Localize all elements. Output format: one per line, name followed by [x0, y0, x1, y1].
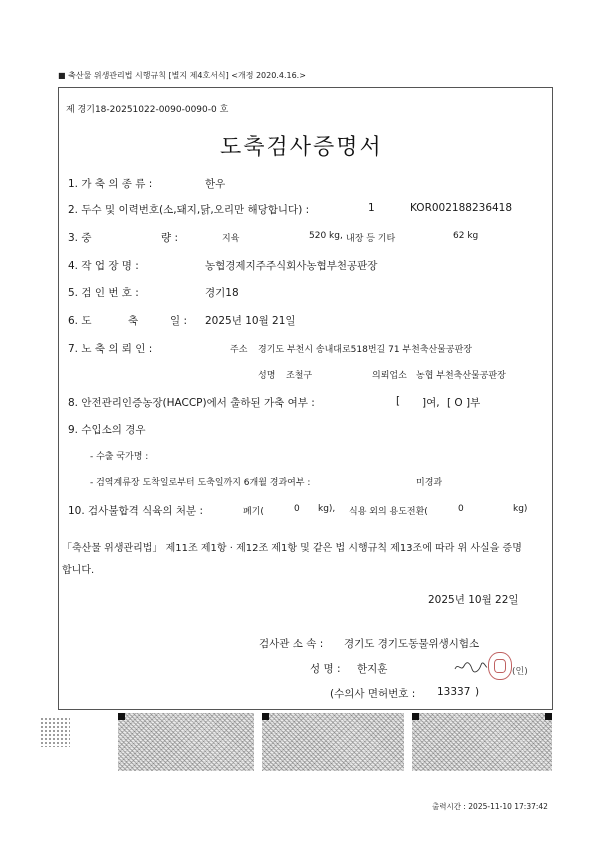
corner-mark-icon — [262, 713, 269, 720]
row6-label2: 축 — [128, 315, 139, 327]
row10-dispose-label: 폐기( — [243, 507, 264, 517]
security-pattern-left — [118, 713, 254, 771]
header-text: 축산물 위생관리법 시행규칙 [별지 제4호서식] <개정 2020.4.16.> — [68, 71, 306, 80]
row5-value: 경기18 — [205, 287, 239, 299]
row7-address: 경기도 부천시 송내대로518번길 71 부천축산물공판장 — [258, 345, 472, 355]
handwritten-signature-icon — [454, 660, 488, 674]
row2-trace-number: KOR002188236418 — [410, 202, 513, 214]
page-title: 도축검사증명서 — [220, 135, 383, 160]
row3-offal-label: 내장 등 기타 — [346, 234, 396, 244]
issue-date: 2025년 10월 22일 — [428, 594, 519, 606]
row3-carcass-weight: 520 kg, — [309, 231, 343, 241]
corner-mark-icon — [545, 713, 552, 720]
security-dot-pattern — [40, 717, 70, 747]
row4-label: 4. 작 업 장 명 : — [68, 260, 139, 272]
form-header — [58, 70, 306, 81]
inspector-org: 경기도 경기도동물위생시험소 — [344, 638, 480, 650]
certificate-number: 제 경기18-20251022-0090-0090-0 호 — [66, 105, 229, 115]
row3-label2: 량 : — [161, 232, 179, 244]
statement-line2: 합니다. — [62, 565, 95, 576]
security-pattern-middle — [262, 713, 404, 771]
inspector-name-label: 성 명 : — [310, 663, 341, 675]
row10-label: 10. 검사불합격 식육의 처분 : — [68, 505, 204, 517]
row10-convert-value: 0 — [458, 504, 464, 514]
license-close: ) — [475, 686, 480, 698]
row7-name-label: 성명 — [258, 371, 276, 381]
row7-name: 조철구 — [286, 371, 313, 381]
inspector-name: 한지훈 — [357, 663, 388, 675]
row3-offal-weight: 62 kg — [453, 231, 479, 241]
license-number: 13337 — [437, 686, 471, 698]
row5-label: 5. 검 인 번 호 : — [68, 287, 139, 299]
row8-yes-open: [ — [396, 395, 401, 407]
row9-export-country-label: - 수출 국가명 : — [90, 452, 149, 462]
row7-address-label: 주소 — [230, 345, 248, 355]
row1-label: 1. 가 축 의 종 류 : — [68, 178, 153, 190]
row6-label3: 일 : — [170, 315, 188, 327]
row6-value: 2025년 10월 21일 — [205, 315, 296, 327]
row9-quarantine-label: - 검역계류장 도착일로부터 도축일까지 6개월 경과여부 : — [90, 478, 311, 488]
row3-carcass-label: 지육 — [222, 234, 240, 244]
seal-mark-icon: (인) — [512, 667, 528, 677]
row2-count: 1 — [368, 202, 375, 214]
row10-dispose-unit: kg), — [318, 504, 336, 514]
row1-value: 한우 — [205, 178, 226, 190]
row2-label: 2. 두수 및 이력번호(소,돼지,닭,오리만 해당합니다) : — [68, 204, 310, 216]
security-pattern-right — [412, 713, 552, 771]
row8-label: 8. 안전관리인증농장(HACCP)에서 출하된 가축 여부 : — [68, 397, 315, 409]
header-marker: ■ — [58, 71, 66, 80]
row10-convert-unit: kg) — [513, 504, 528, 514]
statement-line1: 「축산물 위생관리법」 제11조 제1항 · 제12조 제1항 및 같은 법 시행규칙 제13조에 따라 위 사실을 증명 — [62, 543, 522, 554]
row3-label: 3. 중 — [68, 232, 92, 244]
row9-label: 9. 수입소의 경우 — [68, 424, 146, 436]
row4-value: 농협경제지주주식회사농협부천공판장 — [205, 260, 378, 272]
row7-agency-label: 의뢰업소 — [372, 371, 407, 381]
official-seal-icon — [488, 652, 512, 680]
row6-label: 6. 도 — [68, 315, 92, 327]
corner-mark-icon — [412, 713, 419, 720]
row7-label: 7. 노 축 의 뢰 인 : — [68, 343, 153, 355]
corner-mark-icon — [118, 713, 125, 720]
row8-no-option: [ O ]부 — [447, 397, 481, 409]
print-timestamp: 출력시간 : 2025-11-10 17:37:42 — [432, 802, 548, 811]
row8-yes-option: ]여, — [422, 397, 440, 409]
row10-convert-label: 식용 외의 용도전환( — [349, 507, 428, 517]
row7-agency: 농협 부천축산물공판장 — [416, 371, 506, 381]
license-label: (수의사 면허번호 : — [330, 688, 416, 700]
row9-quarantine-value: 미경과 — [416, 478, 443, 488]
row10-dispose-value: 0 — [294, 504, 300, 514]
inspector-org-label: 검사관 소 속 : — [259, 638, 324, 650]
